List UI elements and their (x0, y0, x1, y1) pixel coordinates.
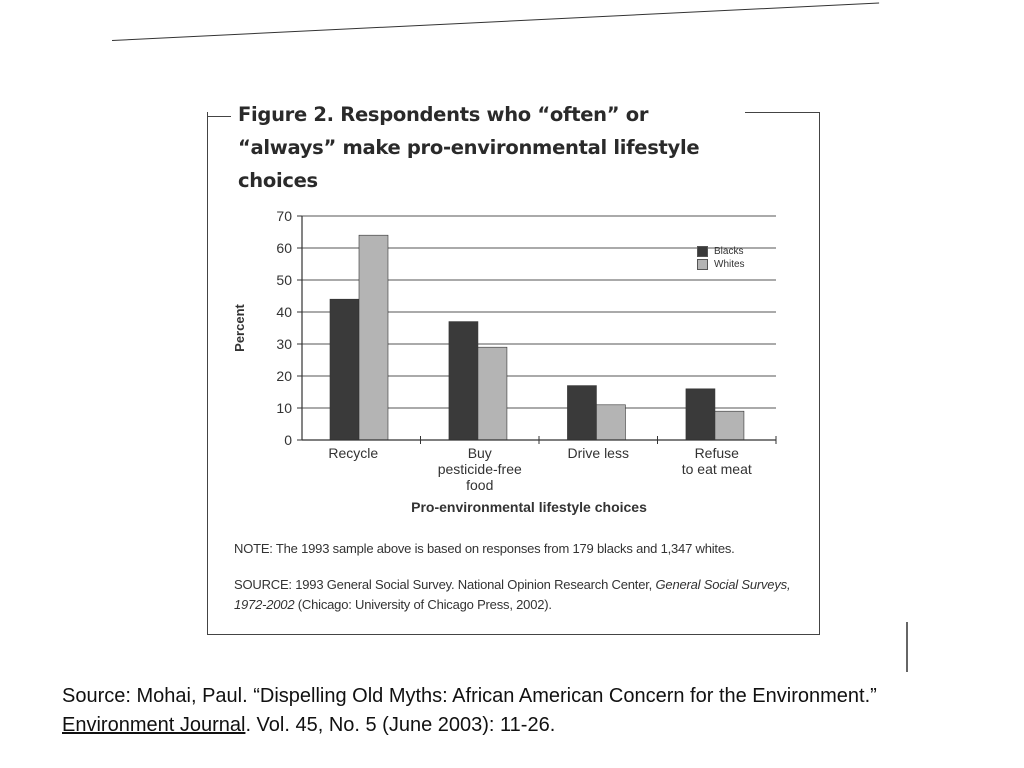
citation-journal: Environment Journal (62, 714, 246, 736)
legend-label-blacks: Blacks (714, 246, 744, 257)
x-tick-label-line: pesticide-free (437, 461, 522, 477)
y-tick-label-70: 70 (276, 208, 292, 224)
bar-whites-3 (715, 411, 744, 440)
citation (62, 682, 962, 740)
bar-blacks-0 (330, 299, 359, 440)
x-tick-label-0 (328, 445, 378, 461)
bar-whites-1 (478, 347, 507, 440)
y-tick-label-0: 0 (284, 432, 292, 448)
legend-label-whites: Whites (714, 259, 745, 270)
bar-blacks-3 (686, 389, 715, 440)
y-axis-label: Percent (232, 304, 247, 352)
bar-blacks-2 (567, 386, 596, 440)
scan-line-top (112, 2, 879, 41)
x-tick-label-line: to eat meat (681, 461, 752, 477)
citation-prefix: Source: Mohai, Paul. “Dispelling Old Myths: African American Concern for the Environment.” (62, 685, 877, 707)
x-tick-label-line: Refuse (694, 445, 739, 461)
figure-source-title: General Social Surveys, 1972-2002 (234, 577, 791, 612)
legend-swatch-blacks (697, 246, 708, 257)
citation-suffix: . Vol. 45, No. 5 (June 2003): 11-26. (245, 714, 556, 736)
figure-title: Figure 2. Respondents who “often” or “always” make pro-environmental lifestyle choices (238, 103, 700, 192)
bar-whites-0 (359, 235, 388, 440)
figure-source-prefix: SOURCE: 1993 General Social Survey. National Opinion Research Center, (234, 577, 653, 592)
y-tick-label-10: 10 (276, 400, 292, 416)
x-tick-label-3 (682, 445, 752, 477)
bar-blacks-1 (449, 322, 478, 440)
y-tick-label-30: 30 (276, 336, 292, 352)
y-tick-label-40: 40 (276, 304, 292, 320)
x-tick-label-1 (438, 445, 522, 493)
x-tick-label-2 (568, 445, 629, 461)
frame-top-right (745, 112, 820, 113)
y-tick-label-50: 50 (276, 272, 292, 288)
figure-source-suffix: (Chicago: University of Chicago Press, 2002). (297, 597, 552, 612)
figure-note: NOTE: The 1993 sample above is based on responses from 179 blacks and 1,347 whites. (234, 541, 735, 556)
x-tick-label-line: Buy (467, 445, 492, 461)
x-tick-label-line: food (466, 477, 494, 493)
x-tick-label-line: Recycle (328, 445, 379, 461)
y-tick-label-60: 60 (276, 240, 292, 256)
legend-swatch-whites (697, 259, 708, 270)
chart-legend (697, 245, 745, 271)
legend-item-whites (697, 258, 745, 271)
x-axis-label: Pro-environmental lifestyle choices (411, 499, 647, 515)
y-tick-label-20: 20 (276, 368, 292, 384)
bar-whites-2 (596, 405, 625, 440)
figure-source (234, 575, 814, 615)
x-tick-label-line: Drive less (567, 445, 629, 461)
scan-line-right (906, 622, 908, 672)
legend-item-blacks (697, 245, 745, 258)
frame-top-left (207, 116, 231, 117)
